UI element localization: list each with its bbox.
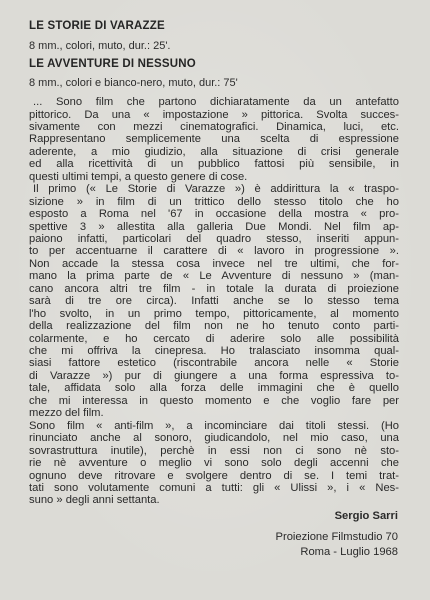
body-line: suno » degli anni settanta. <box>29 494 160 507</box>
body-line: mano la prima parte de « Le Avventure di nessuno » (man- <box>29 270 399 283</box>
body-line: che mi interessa in questo momento e che voglio fare per <box>29 394 399 407</box>
film-info-2: 8 mm., colori e bianco-nero, muto, dur.: 75' <box>29 77 238 89</box>
body-line: cano ancora altri tre film - in totale la durata di proiezione <box>29 282 399 295</box>
body-line: to per accentuarne il carattere di « lavoro in progressione ». <box>29 245 399 258</box>
body-line: Non accade la stessa cosa invece nel tre ultimi, che for- <box>29 257 399 270</box>
body-line: pittorico. Da una « impostazione » pittorica. Svolta succes- <box>29 108 399 121</box>
body-line: rinunciato anche al sonoro, giudicandolo, nel mio caso, una <box>29 432 399 445</box>
body-line: sizione » in film di un trittico dello stesso titolo che ho <box>29 195 399 208</box>
body-line: tati sono volutamente comuni a tutti: gli « Ulissi », i « Nes- <box>29 481 399 494</box>
film-title-1: LE STORIE DI VARAZZE <box>29 20 165 32</box>
film-title-2: LE AVVENTURE DI NESSUNO <box>29 58 196 70</box>
body-line: spettive 3 » allestita alla galleria Due Mondi. Nel film ap- <box>29 220 399 233</box>
body-line: questi ultimi tempi, a questo genere di cose. <box>29 170 248 183</box>
body-line: Sono film « anti-film », a incominciare dai titoli stessi. (Ho <box>29 419 399 432</box>
body-line: ognuno deve ritrovare e svolgere dentro di se. I temi trat- <box>29 469 399 482</box>
body-line: della realizzazione del film non ne ho tenuto conto parti- <box>29 320 399 333</box>
body-line: sarà di tre ore circa). Infatti anche se lo stesso tema <box>29 295 399 308</box>
body-line: Il primo (« Le Storie di Varazze ») è addirittura la « traspo- <box>33 183 399 196</box>
screening-venue: Proiezione Filmstudio 70 <box>275 531 398 543</box>
body-line: mezzo del film. <box>29 407 104 420</box>
body-line: siasi fattore estetico (riscontrabile ancora nelle « Storie <box>29 357 399 370</box>
body-line: sivamente con mezzi cinematografici. Dinamica, luci, etc. <box>29 120 399 133</box>
body-line: esposto a Roma nel '67 in occasione della mostra « pro- <box>29 208 399 221</box>
body-line: di Varazze ») pur di giungere a una forma espressiva to- <box>29 369 399 382</box>
author-name: Sergio Sarri <box>334 510 398 522</box>
screening-date: Roma - Luglio 1968 <box>300 546 398 558</box>
body-line: paiono infatti, particolari del quadro stesso, inseriti appun- <box>29 232 399 245</box>
body-line: Rappresentano semplicemente una scelta di espressione <box>29 133 399 146</box>
body-line: rie nè avventure o meglio vi sono solo degli accenni che <box>29 457 399 469</box>
body-line: ... Sono film che partono dichiaratamente da un antefatto <box>33 96 399 108</box>
body-line: colarmente, e ho cercato di aderire solo alle possibilità <box>29 332 399 345</box>
body-line: sovrastruttura inutile), perchè in essi non ci sono nè sto- <box>29 444 399 457</box>
body-line: ed alla ricettività di un pubblico fattosi più sensibile, in <box>29 158 399 171</box>
film-info-1: 8 mm., colori, muto, dur.: 25'. <box>29 40 171 52</box>
body-line: l'ho svolto, in un primo tempo, pittoricamente, al momento <box>29 307 399 320</box>
body-line: aderente, a mio giudizio, alla situazione di crisi generale <box>29 145 399 158</box>
body-line: tale, affidata solo alla forza delle immagini che è quello <box>29 382 399 395</box>
body-line: che mi offriva la cinepresa. Ho tralasciato insomma qual- <box>29 345 399 357</box>
